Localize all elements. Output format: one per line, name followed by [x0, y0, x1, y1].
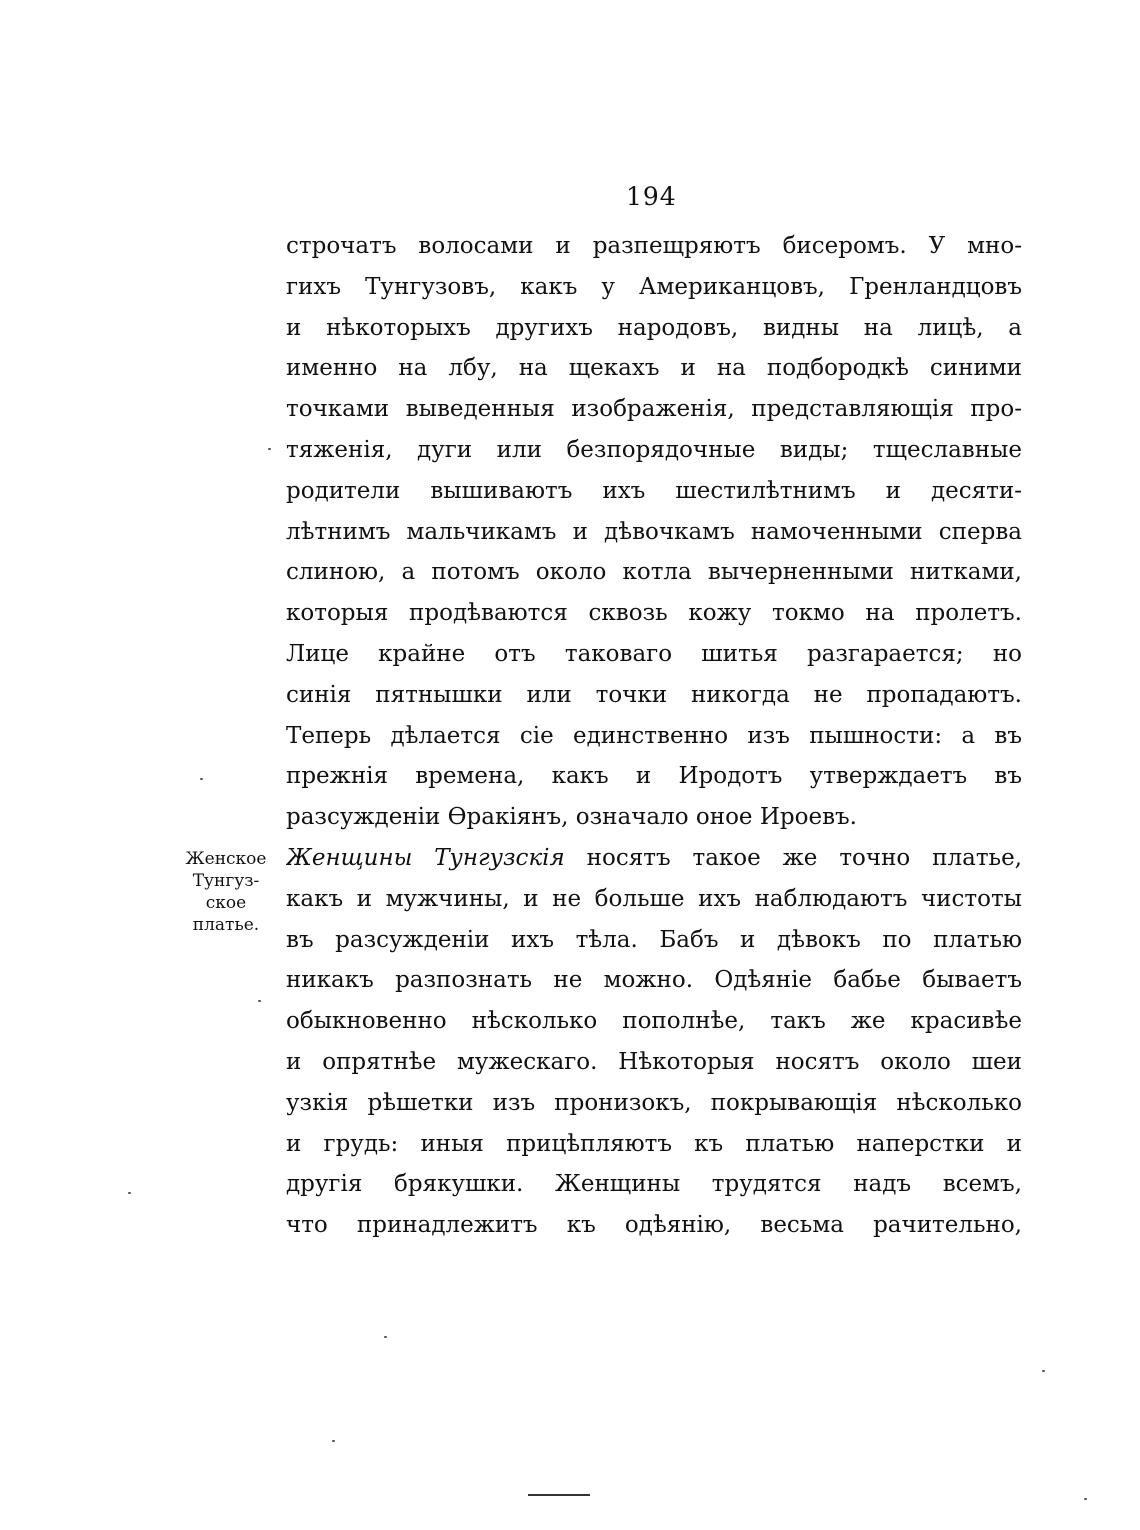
text-line: которыя продѣваются сквозь кожу токмо на пролетъ.: [286, 600, 1022, 627]
text-line: точками выведенныя изображенія, представляющія про-: [286, 396, 1022, 423]
text-line: узкія рѣшетки изъ пронизокъ, покрывающія нѣсколько: [286, 1089, 1022, 1116]
text-line: что принадлежитъ къ одѣянію, весьма рачительно,: [286, 1212, 1022, 1239]
text-line: прежнія времена, какъ и Иродотъ утверждаетъ въ: [286, 763, 1022, 790]
page-number: 194: [626, 182, 677, 211]
text-line: и опрятнѣе мужескаго. Нѣкоторыя носятъ около шеи: [286, 1048, 1022, 1075]
text-line: тяженія, дуги или безпорядочные виды; тщеславные: [286, 436, 1022, 463]
scan-speck: [1042, 1370, 1045, 1372]
margin-note-line: платье.: [192, 915, 260, 935]
text-line: Лице крайне отъ таковаго шитья разгарается; но: [286, 640, 1022, 667]
scan-speck: [268, 448, 271, 450]
margin-note-line: Тунгуз-: [192, 871, 260, 891]
margin-note: [168, 848, 284, 936]
paragraph-lead: Женщины Тунгузскія: [286, 844, 565, 871]
text-line: гихъ Тунгузовъ, какъ у Американцовъ, Гренландцовъ: [286, 273, 1022, 300]
scan-speck: [200, 778, 203, 780]
scan-speck: [384, 1336, 387, 1338]
text-line: и нѣкоторыхъ другихъ народовъ, видны на лицѣ, а: [286, 314, 1022, 341]
text-line: разсужденіи Ѳракіянъ, означало оное Ироевъ.: [286, 804, 857, 831]
text-line: лѣтнимъ мальчикамъ и дѣвочкамъ намоченными сперва: [286, 518, 1022, 545]
text-line: синія пятнышки или точки никогда не пропадаютъ.: [286, 681, 1022, 708]
paragraph-2-first-line: [286, 838, 1022, 879]
text-line: обыкновенно нѣсколько пополнѣе, такъ же красивѣе: [286, 1008, 1022, 1035]
text-line: другія брякушки. Женщины трудятся надъ всемъ,: [286, 1171, 1022, 1198]
scan-speck: [128, 1192, 131, 1194]
paragraph-first-line-rest: носятъ такое же точно платье,: [564, 844, 1022, 871]
text-line: никакъ разпознать не можно. Одѣяніе бабье бываетъ: [286, 967, 1022, 994]
text-line: и грудь: иныя прицѣпляютъ къ платью наперстки и: [286, 1130, 1022, 1157]
text-line: именно на лбу, на щекахъ и на подбородкѣ синими: [286, 355, 1022, 382]
text-line: слиною, а потомъ около котла вычерненными нитками,: [286, 559, 1022, 586]
scan-speck: [1084, 1498, 1087, 1500]
text-line: родители вышиваютъ ихъ шестилѣтнимъ и десяти-: [286, 477, 1022, 504]
text-line: въ разсужденіи ихъ тѣла. Бабъ и дѣвокъ по платью: [286, 926, 1022, 953]
text-line: строчатъ волосами и разпещряютъ бисеромъ. У мно-: [286, 233, 1022, 259]
main-text: [286, 226, 1022, 1246]
scan-speck: [258, 1000, 261, 1002]
text-line: какъ и мужчины, и не больше ихъ наблюдаютъ чистоты: [286, 885, 1022, 912]
margin-note-line: Женское: [185, 849, 267, 869]
margin-note-line: ское: [205, 893, 247, 913]
scan-speck: [332, 1440, 335, 1442]
footer-rule: [528, 1494, 590, 1496]
text-line: Теперь дѣлается сіе единственно изъ пышности: а въ: [286, 722, 1022, 749]
